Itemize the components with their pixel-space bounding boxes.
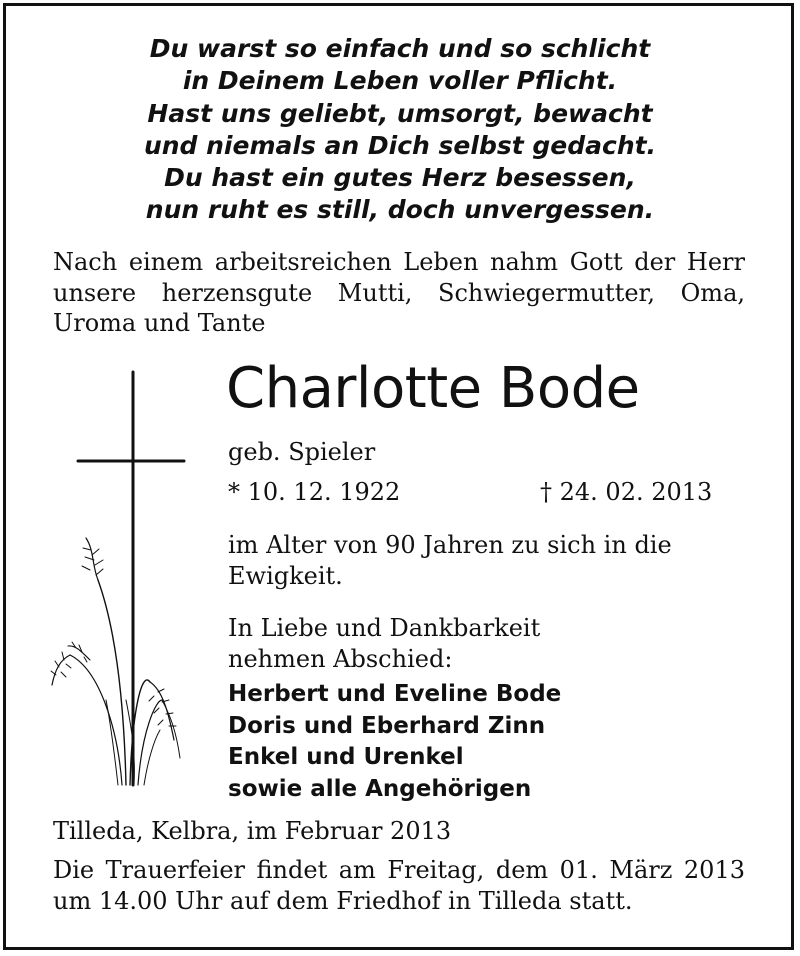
age-line: im Alter von 90 Jahren zu sich in die bbox=[228, 531, 672, 559]
service-line: um 14.00 Uhr auf dem Friedhof in Tilleda statt. bbox=[53, 886, 633, 915]
memorial-poem bbox=[60, 33, 740, 227]
age-text bbox=[228, 530, 672, 591]
intro-text bbox=[53, 247, 745, 339]
farewell-text bbox=[228, 613, 540, 674]
death-date: † 24. 02. 2013 bbox=[540, 478, 713, 506]
mourner-line: Herbert und Eveline Bode bbox=[228, 681, 562, 707]
birth-date: * 10. 12. 1922 bbox=[228, 478, 401, 506]
poem-line: Du hast ein gutes Herz besessen, bbox=[164, 163, 636, 193]
service-line: Die Trauerfeier findet am Freitag, dem 01. März 2013 bbox=[53, 856, 745, 884]
mourner-line: sowie alle Angehörigen bbox=[228, 775, 532, 802]
mourner-line: Enkel und Urenkel bbox=[228, 744, 464, 770]
place-date: Tilleda, Kelbra, im Februar 2013 bbox=[53, 817, 452, 845]
poem-line: und niemals an Dich selbst gedacht. bbox=[143, 130, 657, 160]
deceased-name: Charlotte Bode bbox=[226, 356, 640, 421]
birth-name: geb. Spieler bbox=[228, 438, 376, 466]
intro-line: Uroma und Tante bbox=[53, 309, 266, 337]
farewell-line: nehmen Abschied: bbox=[228, 644, 453, 673]
funeral-service-text bbox=[53, 855, 745, 916]
cross-with-wheat-icon bbox=[50, 370, 200, 810]
poem-line: Du warst so einfach und so schlicht bbox=[149, 34, 651, 63]
intro-line: unsere herzensgute Mutti, Schwiegermutter, Oma, bbox=[53, 278, 745, 307]
poem-line: in Deinem Leben voller Pflicht. bbox=[182, 66, 618, 96]
mourners-list bbox=[228, 679, 561, 805]
age-line: Ewigkeit. bbox=[228, 561, 343, 590]
mourner-line: Doris und Eberhard Zinn bbox=[228, 712, 546, 739]
life-dates bbox=[228, 477, 728, 508]
intro-line: Nach einem arbeitsreichen Leben nahm Gott der Herr bbox=[53, 248, 745, 276]
farewell-line: In Liebe und Dankbarkeit bbox=[228, 614, 541, 642]
poem-line: nun ruht es still, doch unvergessen. bbox=[145, 195, 655, 225]
poem-line: Hast uns geliebt, umsorgt, bewacht bbox=[147, 98, 653, 128]
